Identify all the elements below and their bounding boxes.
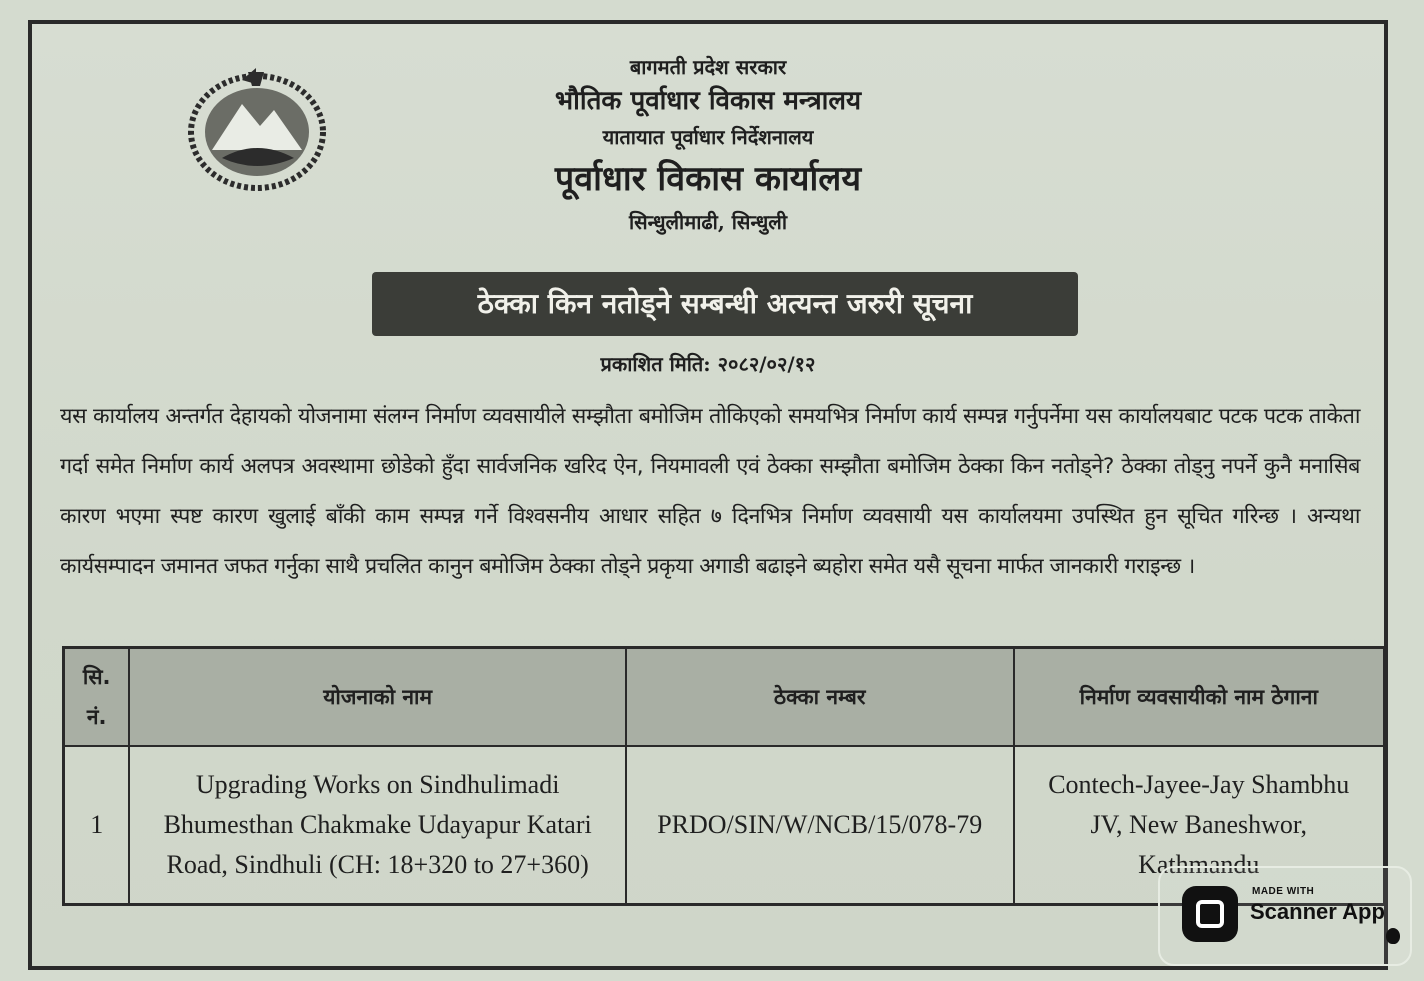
- contractor-line3: Kathmandu: [1138, 850, 1260, 879]
- apple-logo-icon: [1386, 928, 1400, 944]
- cell-contract: PRDO/SIN/W/NCB/15/078-79: [626, 746, 1014, 905]
- office-location: सिन्धुलीमाढी, सिन्धुली: [628, 210, 788, 234]
- watermark-brand: Scanner App: [1250, 899, 1385, 924]
- project-line2: Bhumesthan Chakmake Udayapur Katari: [163, 810, 592, 839]
- directorate-name: यातायात पूर्वाधार निर्देशनालय: [602, 125, 814, 149]
- project-line1: Upgrading Works on Sindhulimadi: [195, 770, 560, 799]
- project-line3: Road, Sindhuli (CH: 18+320 to 27+360): [166, 850, 589, 879]
- col-header-project: योजनाको नाम: [129, 648, 625, 747]
- scanner-app-watermark: [1158, 866, 1412, 966]
- office-name: पूर्वाधार विकास कार्यालय: [554, 159, 862, 199]
- ministry-name: भौतिक पूर्वाधार विकास मन्त्रालय: [554, 86, 862, 116]
- notice-page: [28, 20, 1388, 970]
- notice-title-banner: ठेक्का किन नतोड्ने सम्बन्धी अत्यन्त जरुरी सूचना: [372, 272, 1078, 336]
- office-header: [32, 52, 1384, 240]
- col-header-contract: ठेक्का नम्बर: [626, 648, 1014, 747]
- watermark-made-with: MADE WITH: [1252, 886, 1315, 897]
- contractor-line2: JV, New Baneshwor,: [1090, 810, 1308, 839]
- notice-body: यस कार्यालय अन्तर्गत देहायको योजनामा संलग्न निर्माण व्यवसायीले सम्झौता बमोजिम तोकिएको समयभित्र निर्माण कार्य सम्पन्न गर्नुपर्नेमा यस कार्यालयबाट पटक पटक ताकेता गर्दा समेत निर्माण कार्य अलपत्र अवस्थामा छोडेको हुँदा सार्वजनिक खरिद ऐन, नियमावली एवं ठेक्का सम्झौता बमोजिम ठेक्का किन नतोड्ने? ठेक्का तोड्नु नपर्ने कुनै मनासिब कारण भएमा स्पष्ट कारण खुलाई बाँकी काम सम्पन्न गर्ने विश्वसनीय आधार सहित ७ दिनभित्र निर्माण व्यवसायी यस कार्यालयमा उपस्थित हुन सूचित गरिन्छ । अन्यथा कार्यसम्पादन जमानत जफत गर्नुका साथै प्रचलित कानुन बमोजिम ठेक्का तोड्ने प्रकृया अगाडी बढाइने ब्यहोरा समेत यसै सूचना मार्फत जानकारी गराइन्छ ।: [60, 404, 1360, 579]
- scanner-app-icon: [1182, 886, 1238, 942]
- col-header-sn: [64, 648, 130, 747]
- sn-header-line1: सि.: [82, 665, 111, 689]
- cell-sn: 1: [64, 746, 130, 905]
- sn-header-line2: नं.: [86, 705, 107, 729]
- col-header-contractor: निर्माण व्यवसायीको नाम ठेगाना: [1014, 648, 1385, 747]
- contractor-line1: Contech-Jayee-Jay Shambhu: [1048, 770, 1350, 799]
- publish-date: प्रकाशित मिति: २०८२/०२/१२: [600, 352, 816, 376]
- cell-project: [129, 746, 625, 905]
- table-header-row: [64, 648, 1385, 747]
- province-government: बागमती प्रदेश सरकार: [629, 55, 787, 79]
